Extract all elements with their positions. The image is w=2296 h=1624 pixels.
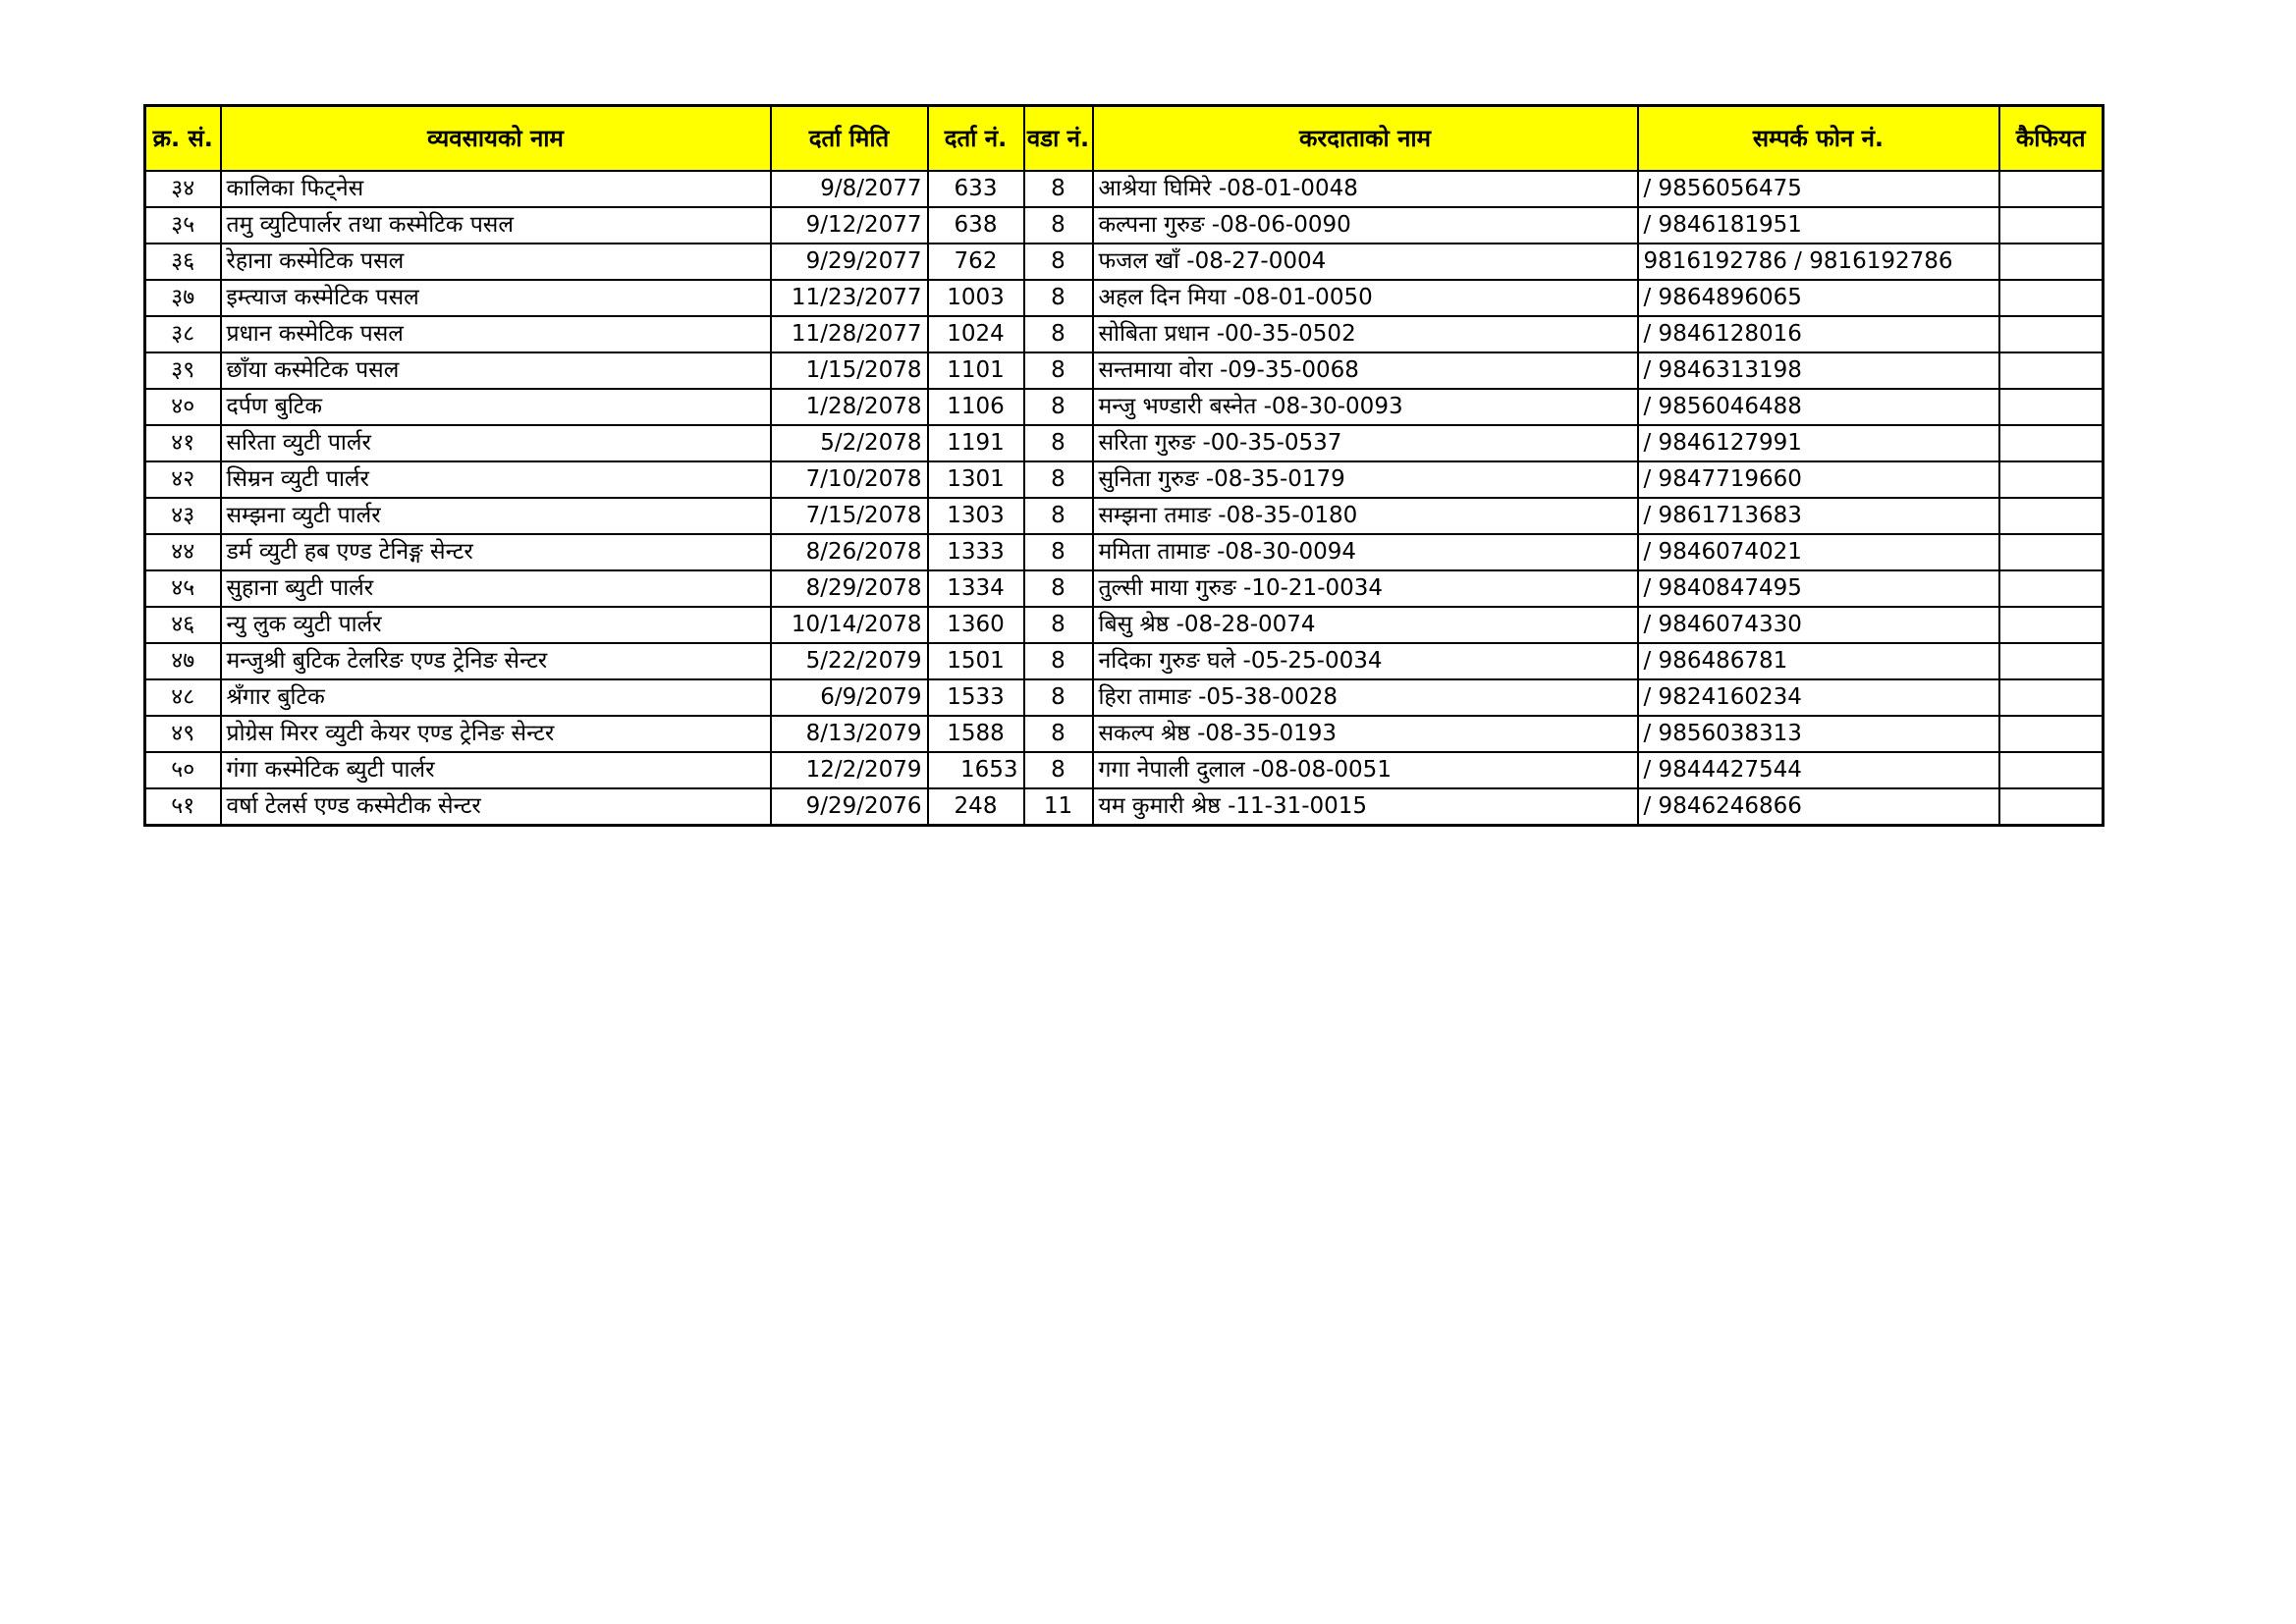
cell-serial-number: ४३ <box>145 498 221 534</box>
cell-ward-number: 8 <box>1024 171 1093 207</box>
cell-registration-number: 1191 <box>928 425 1024 461</box>
cell-ward-number: 8 <box>1024 389 1093 425</box>
cell-business-name: सिम्रन व्युटी पार्लर <box>221 461 771 498</box>
cell-ward-number: 8 <box>1024 679 1093 716</box>
cell-registration-number: 1024 <box>928 316 1024 352</box>
cell-taxpayer-name: आश्रेया घिमिरे -08-01-0048 <box>1093 171 1638 207</box>
cell-registration-date: 5/22/2079 <box>771 643 928 679</box>
cell-serial-number: ३७ <box>145 280 221 316</box>
cell-registration-date: 5/2/2078 <box>771 425 928 461</box>
cell-business-name: डर्म व्युटी हब एण्ड टेनिङ्ग सेन्टर <box>221 534 771 570</box>
business-register-table <box>143 104 2105 827</box>
table-row <box>145 280 2104 316</box>
cell-taxpayer-name: हिरा तामाङ -05-38-0028 <box>1093 679 1638 716</box>
cell-remarks <box>1999 207 2104 244</box>
cell-ward-number: 8 <box>1024 607 1093 643</box>
cell-taxpayer-name: गगा नेपाली दुलाल -08-08-0051 <box>1093 752 1638 788</box>
cell-serial-number: ३९ <box>145 352 221 389</box>
header-ward-number: वडा नं. <box>1024 106 1093 172</box>
cell-ward-number: 8 <box>1024 752 1093 788</box>
cell-contact-phone: / 986486781 <box>1638 643 1999 679</box>
cell-ward-number: 8 <box>1024 570 1093 607</box>
cell-serial-number: ५० <box>145 752 221 788</box>
cell-contact-phone: / 9824160234 <box>1638 679 1999 716</box>
header-registration-date: दर्ता मिति <box>771 106 928 172</box>
cell-remarks <box>1999 498 2104 534</box>
cell-remarks <box>1999 280 2104 316</box>
cell-registration-date: 7/10/2078 <box>771 461 928 498</box>
cell-remarks <box>1999 389 2104 425</box>
cell-contact-phone: / 9864896065 <box>1638 280 1999 316</box>
header-registration-number: दर्ता नं. <box>928 106 1024 172</box>
cell-contact-phone: / 9856046488 <box>1638 389 1999 425</box>
cell-remarks <box>1999 534 2104 570</box>
cell-taxpayer-name: तुल्सी माया गुरुङ -10-21-0034 <box>1093 570 1638 607</box>
table-row <box>145 207 2104 244</box>
cell-contact-phone: / 9846127991 <box>1638 425 1999 461</box>
cell-registration-number: 1101 <box>928 352 1024 389</box>
cell-business-name: प्रोग्रेस मिरर व्युटी केयर एण्ड ट्रेनिङ सेन्टर <box>221 716 771 752</box>
cell-business-name: रेहाना कस्मेटिक पसल <box>221 244 771 280</box>
cell-business-name: वर्षा टेलर्स एण्ड कस्मेटीक सेन्टर <box>221 788 771 826</box>
cell-ward-number: 8 <box>1024 244 1093 280</box>
header-contact-phone: सम्पर्क फोन नं. <box>1638 106 1999 172</box>
cell-registration-number: 633 <box>928 171 1024 207</box>
cell-contact-phone: / 9840847495 <box>1638 570 1999 607</box>
table-row <box>145 244 2104 280</box>
cell-remarks <box>1999 679 2104 716</box>
business-register-sheet <box>143 104 2105 827</box>
cell-business-name: मन्जुश्री बुटिक टेलरिङ एण्ड ट्रेनिङ सेन्टर <box>221 643 771 679</box>
cell-registration-date: 10/14/2078 <box>771 607 928 643</box>
cell-contact-phone: / 9847719660 <box>1638 461 1999 498</box>
cell-taxpayer-name: सरिता गुरुङ -00-35-0537 <box>1093 425 1638 461</box>
cell-ward-number: 8 <box>1024 425 1093 461</box>
cell-registration-number: 638 <box>928 207 1024 244</box>
cell-registration-number: 1301 <box>928 461 1024 498</box>
cell-remarks <box>1999 716 2104 752</box>
cell-serial-number: ४२ <box>145 461 221 498</box>
cell-registration-date: 6/9/2079 <box>771 679 928 716</box>
cell-registration-number: 1501 <box>928 643 1024 679</box>
cell-registration-date: 8/26/2078 <box>771 534 928 570</box>
table-row <box>145 788 2104 826</box>
cell-serial-number: ४५ <box>145 570 221 607</box>
cell-business-name: छाँया कस्मेटिक पसल <box>221 352 771 389</box>
cell-taxpayer-name: कल्पना गुरुङ -08-06-0090 <box>1093 207 1638 244</box>
cell-business-name: गंगा कस्मेटिक ब्युटी पार्लर <box>221 752 771 788</box>
cell-contact-phone: / 9861713683 <box>1638 498 1999 534</box>
cell-ward-number: 11 <box>1024 788 1093 826</box>
cell-registration-date: 12/2/2079 <box>771 752 928 788</box>
cell-registration-date: 1/28/2078 <box>771 389 928 425</box>
cell-contact-phone: / 9846128016 <box>1638 316 1999 352</box>
cell-ward-number: 8 <box>1024 207 1093 244</box>
cell-registration-number: 1588 <box>928 716 1024 752</box>
cell-registration-date: 8/29/2078 <box>771 570 928 607</box>
cell-registration-number: 248 <box>928 788 1024 826</box>
cell-serial-number: ४१ <box>145 425 221 461</box>
cell-business-name: न्यु लुक व्युटी पार्लर <box>221 607 771 643</box>
cell-remarks <box>1999 461 2104 498</box>
cell-serial-number: ४० <box>145 389 221 425</box>
table-row <box>145 498 2104 534</box>
cell-remarks <box>1999 788 2104 826</box>
table-body <box>145 171 2104 826</box>
cell-remarks <box>1999 607 2104 643</box>
table-row <box>145 171 2104 207</box>
cell-serial-number: ३५ <box>145 207 221 244</box>
cell-remarks <box>1999 171 2104 207</box>
cell-remarks <box>1999 425 2104 461</box>
table-row <box>145 643 2104 679</box>
cell-serial-number: ४४ <box>145 534 221 570</box>
cell-taxpayer-name: सम्झना तमाङ -08-35-0180 <box>1093 498 1638 534</box>
cell-registration-number: 1533 <box>928 679 1024 716</box>
cell-business-name: कालिका फिट्नेस <box>221 171 771 207</box>
cell-taxpayer-name: सन्तमाया वोरा -09-35-0068 <box>1093 352 1638 389</box>
table-row <box>145 425 2104 461</box>
cell-taxpayer-name: सोबिता प्रधान -00-35-0502 <box>1093 316 1638 352</box>
cell-ward-number: 8 <box>1024 498 1093 534</box>
cell-business-name: इम्त्याज कस्मेटिक पसल <box>221 280 771 316</box>
cell-contact-phone: / 9846074330 <box>1638 607 1999 643</box>
cell-business-name: सम्झना व्युटी पार्लर <box>221 498 771 534</box>
cell-taxpayer-name: ममिता तामाङ -08-30-0094 <box>1093 534 1638 570</box>
table-row <box>145 316 2104 352</box>
cell-remarks <box>1999 244 2104 280</box>
cell-registration-date: 9/29/2077 <box>771 244 928 280</box>
cell-serial-number: ३६ <box>145 244 221 280</box>
cell-business-name: दर्पण बुटिक <box>221 389 771 425</box>
cell-ward-number: 8 <box>1024 716 1093 752</box>
cell-contact-phone: / 9856056475 <box>1638 171 1999 207</box>
cell-contact-phone: / 9846313198 <box>1638 352 1999 389</box>
cell-registration-date: 8/13/2079 <box>771 716 928 752</box>
table-row <box>145 461 2104 498</box>
cell-registration-date: 1/15/2078 <box>771 352 928 389</box>
cell-registration-date: 7/15/2078 <box>771 498 928 534</box>
cell-registration-number: 1333 <box>928 534 1024 570</box>
table-row <box>145 716 2104 752</box>
cell-taxpayer-name: यम कुमारी श्रेष्ठ -11-31-0015 <box>1093 788 1638 826</box>
cell-business-name: सरिता व्युटी पार्लर <box>221 425 771 461</box>
cell-registration-date: 9/29/2076 <box>771 788 928 826</box>
cell-remarks <box>1999 316 2104 352</box>
cell-taxpayer-name: सकल्प श्रेष्ठ -08-35-0193 <box>1093 716 1638 752</box>
cell-serial-number: ४७ <box>145 643 221 679</box>
cell-ward-number: 8 <box>1024 280 1093 316</box>
cell-business-name: श्रँगार बुटिक <box>221 679 771 716</box>
cell-registration-number: 1106 <box>928 389 1024 425</box>
cell-registration-date: 11/28/2077 <box>771 316 928 352</box>
cell-taxpayer-name: सुनिता गुरुङ -08-35-0179 <box>1093 461 1638 498</box>
cell-registration-number: 1003 <box>928 280 1024 316</box>
cell-contact-phone: / 9844427544 <box>1638 752 1999 788</box>
cell-contact-phone: / 9846074021 <box>1638 534 1999 570</box>
cell-taxpayer-name: फजल खाँ -08-27-0004 <box>1093 244 1638 280</box>
cell-serial-number: ५१ <box>145 788 221 826</box>
table-row <box>145 607 2104 643</box>
table-row <box>145 352 2104 389</box>
cell-business-name: प्रधान कस्मेटिक पसल <box>221 316 771 352</box>
cell-registration-date: 9/12/2077 <box>771 207 928 244</box>
header-row <box>145 106 2104 172</box>
cell-business-name: सुहाना ब्युटी पार्लर <box>221 570 771 607</box>
cell-ward-number: 8 <box>1024 534 1093 570</box>
cell-registration-date: 11/23/2077 <box>771 280 928 316</box>
cell-ward-number: 8 <box>1024 316 1093 352</box>
cell-registration-date: 9/8/2077 <box>771 171 928 207</box>
cell-serial-number: ४८ <box>145 679 221 716</box>
cell-registration-number: 1653 <box>928 752 1024 788</box>
cell-registration-number: 1360 <box>928 607 1024 643</box>
cell-registration-number: 1303 <box>928 498 1024 534</box>
table-row <box>145 570 2104 607</box>
cell-remarks <box>1999 570 2104 607</box>
table-row <box>145 679 2104 716</box>
cell-serial-number: ४९ <box>145 716 221 752</box>
cell-taxpayer-name: नदिका गुरुङ घले -05-25-0034 <box>1093 643 1638 679</box>
cell-contact-phone: / 9846181951 <box>1638 207 1999 244</box>
cell-business-name: तमु व्युटिपार्लर तथा कस्मेटिक पसल <box>221 207 771 244</box>
cell-registration-number: 762 <box>928 244 1024 280</box>
cell-taxpayer-name: मन्जु भण्डारी बस्नेत -08-30-0093 <box>1093 389 1638 425</box>
table-row <box>145 389 2104 425</box>
cell-ward-number: 8 <box>1024 461 1093 498</box>
header-remarks: कैफियत <box>1999 106 2104 172</box>
header-serial-number: क्र. सं. <box>145 106 221 172</box>
cell-serial-number: ३८ <box>145 316 221 352</box>
table-row <box>145 534 2104 570</box>
cell-contact-phone: 9816192786 / 9816192786 <box>1638 244 1999 280</box>
cell-serial-number: ३४ <box>145 171 221 207</box>
cell-contact-phone: / 9856038313 <box>1638 716 1999 752</box>
cell-ward-number: 8 <box>1024 643 1093 679</box>
header-business-name: व्यवसायको नाम <box>221 106 771 172</box>
cell-serial-number: ४६ <box>145 607 221 643</box>
table-row <box>145 752 2104 788</box>
table-header <box>145 106 2104 172</box>
cell-contact-phone: / 9846246866 <box>1638 788 1999 826</box>
cell-registration-number: 1334 <box>928 570 1024 607</box>
cell-taxpayer-name: अहल दिन मिया -08-01-0050 <box>1093 280 1638 316</box>
cell-ward-number: 8 <box>1024 352 1093 389</box>
header-taxpayer-name: करदाताको नाम <box>1093 106 1638 172</box>
cell-taxpayer-name: बिसु श्रेष्ठ -08-28-0074 <box>1093 607 1638 643</box>
cell-remarks <box>1999 352 2104 389</box>
cell-remarks <box>1999 643 2104 679</box>
cell-remarks <box>1999 752 2104 788</box>
